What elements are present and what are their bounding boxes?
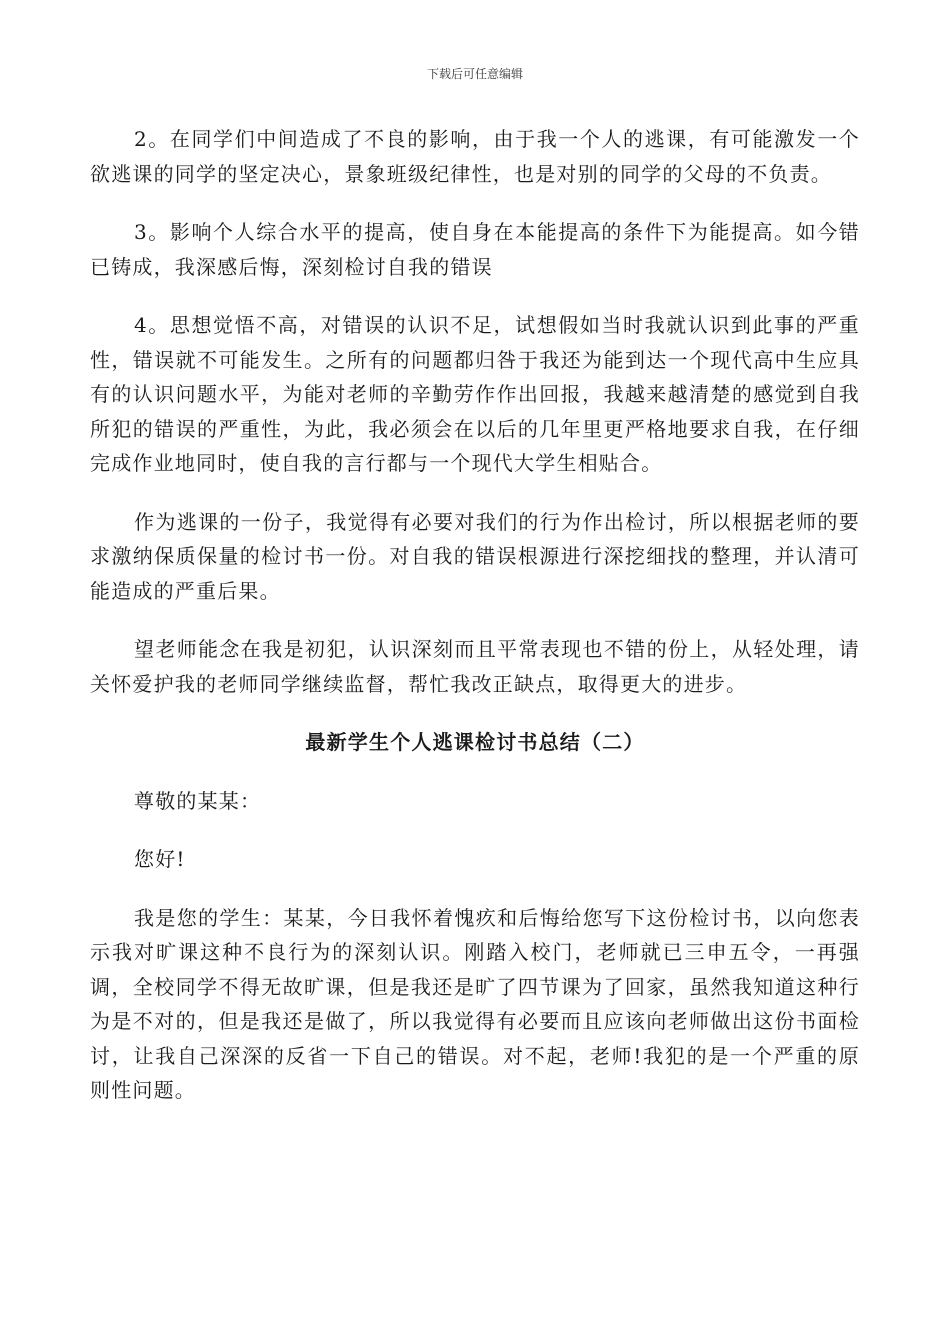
section-title: 最新学生个人逃课检讨书总结（二） [305, 730, 645, 754]
greeting: 您好! [134, 847, 186, 871]
paragraph-point-3: 3。影响个人综合水平的提高，使自身在本能提高的条件下为能提高。如今错已铸成，我深感后悔，深刻检讨自我的错误 [90, 220, 860, 279]
letter-body: 我是您的学生：某某，今日我怀着愧疚和后悔给您写下这份检讨书，以向您表示我对旷课这种不良行为的深刻认识。刚踏入校门，老师就已三申五令，一再强调，全校同学不得无故旷课，但是我还是旷了四节课为了回家，虽然我知道这种行为是不对的，但是我还是做了，所以我觉得有必要而且应该向老师做出这份书面检讨，让我自己深深的反省一下自己的错误。对不起，老师!我犯的是一个严重的原则性问题。 [90, 905, 860, 1102]
document-body [90, 122, 860, 1132]
paragraph-point-2: 2。在同学们中间造成了不良的影响，由于我一个人的逃课，有可能激发一个欲逃课的同学的坚定决心，景象班级纪律性，也是对别的同学的父母的不负责。 [90, 127, 860, 186]
paragraph-request: 望老师能念在我是初犯，认识深刻而且平常表现也不错的份上，从轻处理，请关怀爱护我的老师同学继续监督，帮忙我改正缺点，取得更大的进步。 [90, 637, 860, 696]
paragraph-reflection: 作为逃课的一份子，我觉得有必要对我们的行为作出检讨，所以根据老师的要求激纳保质保量的检讨书一份。对自我的错误根源进行深挖细找的整理，并认清可能造成的严重后果。 [90, 509, 860, 603]
page-header-note: 下载后可任意编辑 [426, 67, 523, 81]
salutation: 尊敬的某某： [134, 788, 262, 813]
paragraph-point-4: 4。思想觉悟不高，对错误的认识不足，试想假如当时我就认识到此事的严重性，错误就不可能发生。之所有的问题都归咎于我还为能到达一个现代高中生应具有的认识问题水平，为能对老师的辛勤劳作作出回报，我越来越清楚的感觉到自我所犯的错误的严重性，为此，我必须会在以后的几年里更严格地要求自我，在仔细完成作业地同时，使自我的言行都与一个现代大学生相贴合。 [90, 313, 860, 475]
